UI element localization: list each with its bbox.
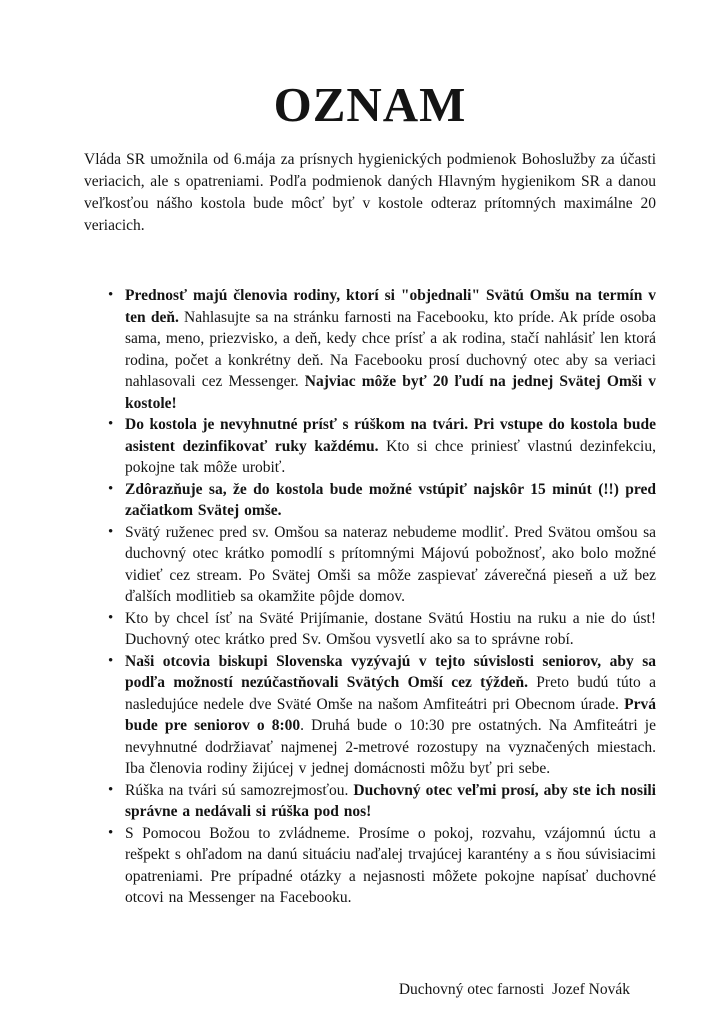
bullet-marker-icon: •	[108, 824, 114, 841]
bullet-text-segment: Kto si chce priniesť vlastnú dezinfekciu, pokojne tak môže urobiť.	[125, 437, 656, 476]
bullet-item	[84, 414, 656, 479]
bullet-text-segment: Rúška na tvári sú samozrejmosťou.	[125, 781, 354, 799]
bullet-item	[84, 780, 656, 823]
bullet-marker-icon: •	[108, 416, 114, 432]
bullet-text-segment: Kto by chcel ísť na Sväté Prijímanie, dostane Svätú Hostiu na ruku a nie do úst! Duchovný otec krátko pred Sv. Omšou vysvetlí ako sa to správne robí.	[125, 609, 656, 648]
bullet-text-segment: Naši otcovia biskupi Slovenska vyzývajú v tejto súvislosti seniorov, aby sa podľa možností nezúčastňovali Svätých Omší cez týždeň.	[125, 652, 656, 691]
bullet-item	[84, 823, 656, 909]
bullet-item	[84, 651, 656, 780]
bullet-item	[84, 522, 656, 608]
bullet-text-segment: S Pomocou Božou to zvládneme. Prosíme o pokoj, rozvahu, vzájomnú úctu a rešpekt s ohľadom na danú situáciu naďalej trvajúcej karantény a s ňou súvisiacimi opatreniami. Pre prípadné otázky a nejasnosti môžete pokojne napísať duchovné otcovi na Messenger na Facebooku.	[125, 824, 656, 906]
signature-line: Duchovný otec farnosti Jozef Novák	[398, 980, 630, 998]
bullet-marker-icon: •	[108, 652, 114, 669]
bullet-text-segment: Prvá bude pre seniorov o 8:00	[125, 695, 656, 734]
bullet-text-segment: Zdôrazňuje sa, že do kostola bude možné vstúpiť najskôr 15 minút (!!) pred začiatkom Svätej omše.	[125, 480, 656, 519]
bullet-item	[84, 608, 656, 651]
bullet-text-segment: Preto budú túto a nasledujúce nedele dve Sväté Omše na našom Amfiteátri pri Obecnom úrade.	[125, 674, 656, 713]
bullet-text-segment: . Druhá bude o 10:30 pre ostatných. Na Amfiteátri je nevyhnutné dodržiavať najmenej 2-metrové rozostupy na vyznačených miestach. Iba členovia rodiny žijúcej v jednej domácnosti môžu byť pri sebe.	[125, 717, 656, 777]
bullet-item	[84, 285, 656, 414]
bullet-text-segment: Do kostola je nevyhnutné prísť s rúškom na tvári. Pri vstupe do kostola bude asistent dezinfikovať ruky každému.	[125, 416, 656, 455]
intro-paragraph: Vláda SR umožnila od 6.mája za prísnych hygienických podmienok Bohoslužby za účasti veriacich, ale s opatreniami. Podľa podmienok daných Hlavným hygienikom SR a danou veľkosťou nášho kostola bude môcť byť v kostole odteraz prítomných maximálne 20 veriacich.	[84, 151, 656, 234]
bullet-marker-icon: •	[108, 609, 114, 626]
bullet-marker-icon: •	[108, 781, 114, 798]
bullet-marker-icon: •	[108, 480, 114, 497]
document-title: OZNAM	[273, 77, 467, 132]
bullet-text-segment: Svätý ruženec pred sv. Omšou sa nateraz nebudeme modliť. Pred Svätou omšou sa duchovný otec krátko pomodlí s prítomnými Májovú pobožnosť, ako bolo možné vidieť cez stream. Po Svätej Omši sa môže zaspievať záverečná pieseň a už bez ďalších modlitieb sa okamžite pôjde domov.	[125, 523, 656, 605]
bullet-text-segment: Najviac môže byť 20 ľudí na jednej Svätej Omši v kostole!	[125, 373, 657, 412]
bullet-list	[84, 285, 656, 909]
bullet-marker-icon: •	[108, 523, 114, 540]
bullet-text-segment: Prednosť majú členovia rodiny, ktorí si "objednali" Svätú Omšu na termín v ten deň.	[125, 287, 656, 326]
bullet-text-segment: Duchovný otec veľmi prosí, aby ste ich nosili správne a nedávali si rúška pod nos!	[125, 781, 656, 820]
bullet-text-segment: Nahlasujte sa na stránku farnosti na Facebooku, kto príde. Ak príde osoba sama, meno, priezvisko, a deň, kedy chce prísť a ak rodina, stačí nahlásiť len ktorá rodina, počet a konkrétny deň. Na Facebooku prosí duchovný otec aby sa veriaci nahlasovali cez Messenger.	[125, 308, 656, 390]
bullet-item	[84, 479, 656, 522]
bullet-marker-icon: •	[108, 287, 114, 303]
